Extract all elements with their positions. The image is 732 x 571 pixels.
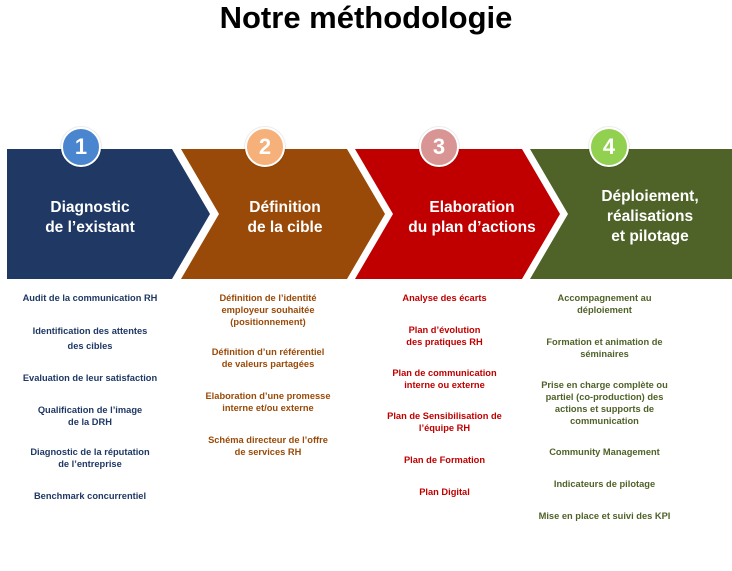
step-title-line: et pilotage bbox=[611, 228, 689, 245]
step-title-line: de la cible bbox=[247, 219, 323, 236]
step-title-line: du plan d’actions bbox=[408, 219, 536, 236]
list-item-line: de la DRH bbox=[68, 417, 112, 427]
list-item bbox=[5, 292, 175, 304]
step-title-line: de l’existant bbox=[45, 219, 135, 236]
list-item-line: l’équipe RH bbox=[418, 423, 471, 433]
list-item-line: Définition de l’identité bbox=[219, 293, 317, 303]
list-item-line: séminaires bbox=[580, 349, 629, 359]
list-item-line: des cibles bbox=[67, 341, 113, 351]
list-item bbox=[5, 325, 175, 352]
step-number-badge-3: 3 bbox=[419, 127, 459, 167]
list-item-line: Plan d’évolution bbox=[408, 325, 481, 335]
list-item bbox=[5, 446, 175, 470]
list-item-line: de services RH bbox=[234, 447, 302, 457]
list-item bbox=[357, 454, 532, 466]
list-item-line: Formation et animation de bbox=[546, 337, 663, 347]
list-item-line: Définition d’un référentiel bbox=[211, 347, 325, 357]
step-title-line: Définition bbox=[249, 199, 321, 216]
list-item-line: Mise en place et suivi des KPI bbox=[538, 511, 671, 521]
step-title-4 bbox=[575, 187, 725, 247]
list-item bbox=[527, 478, 682, 490]
list-item bbox=[357, 292, 532, 304]
list-item bbox=[357, 324, 532, 348]
list-item-line: actions et supports de bbox=[554, 404, 655, 414]
list-item bbox=[5, 372, 175, 384]
step-number-badge-4: 4 bbox=[589, 127, 629, 167]
list-item bbox=[5, 404, 175, 428]
list-item bbox=[183, 346, 353, 370]
list-item-line: Accompagnement au bbox=[557, 293, 652, 303]
list-item-line: Benchmark concurrentiel bbox=[33, 491, 147, 501]
step-title-line: Diagnostic bbox=[50, 199, 130, 216]
step-number-badge-1: 1 bbox=[61, 127, 101, 167]
step-title-3 bbox=[392, 198, 552, 238]
list-item-line: Qualification de l’image bbox=[37, 405, 143, 415]
list-item-line: employeur souhaitée bbox=[221, 305, 315, 315]
list-item-line: interne et/ou externe bbox=[222, 403, 314, 413]
list-item-line: Schéma directeur de l’offre bbox=[208, 435, 328, 445]
list-item-line: de l’entreprise bbox=[58, 459, 122, 469]
list-item-line: Plan de Sensibilisation de bbox=[387, 411, 502, 421]
list-item-line: Audit de la communication RH bbox=[22, 293, 158, 303]
list-item bbox=[183, 390, 353, 414]
list-item-line: Indicateurs de pilotage bbox=[553, 479, 656, 489]
list-item-line: Analyse des écarts bbox=[402, 293, 487, 303]
step-title-2 bbox=[210, 198, 360, 238]
list-item-line: Plan de Formation bbox=[403, 455, 486, 465]
list-item-line: communication bbox=[570, 416, 639, 426]
list-item-line: Evaluation de leur satisfaction bbox=[22, 373, 158, 383]
list-item-line: partiel (co-production) des bbox=[545, 392, 664, 402]
list-item bbox=[527, 379, 682, 427]
list-item-line: (positionnement) bbox=[230, 317, 306, 327]
list-item-line: Diagnostic de la réputation bbox=[30, 447, 150, 457]
list-item bbox=[183, 434, 353, 458]
step-title-line: réalisations bbox=[606, 208, 694, 225]
list-item bbox=[357, 486, 532, 498]
step-title-line: Elaboration bbox=[429, 199, 515, 216]
list-item-line: Plan Digital bbox=[419, 487, 470, 497]
step-title-1 bbox=[20, 198, 160, 238]
list-item-line: Prise en charge complète ou bbox=[541, 380, 668, 390]
list-item-line: interne ou externe bbox=[404, 380, 485, 390]
list-item-line: Elaboration d’une promesse bbox=[205, 391, 331, 401]
step-title-line: Déploiement, bbox=[601, 188, 699, 205]
step-number-badge-2: 2 bbox=[245, 127, 285, 167]
list-item-line: de valeurs partagées bbox=[221, 359, 315, 369]
list-item-line: Identification des attentes bbox=[32, 326, 148, 336]
list-item bbox=[527, 336, 682, 360]
list-item bbox=[527, 446, 682, 458]
list-item-line: des pratiques RH bbox=[406, 337, 483, 347]
list-item bbox=[183, 292, 353, 328]
list-item bbox=[357, 367, 532, 391]
list-item-line: Community Management bbox=[549, 447, 660, 457]
list-item-line: déploiement bbox=[577, 305, 632, 315]
list-item bbox=[527, 510, 682, 522]
list-item bbox=[527, 292, 682, 316]
list-item bbox=[357, 410, 532, 434]
page-title: Notre méthodologie bbox=[219, 0, 513, 35]
list-item-line: Plan de communication bbox=[392, 368, 497, 378]
list-item bbox=[5, 490, 175, 502]
